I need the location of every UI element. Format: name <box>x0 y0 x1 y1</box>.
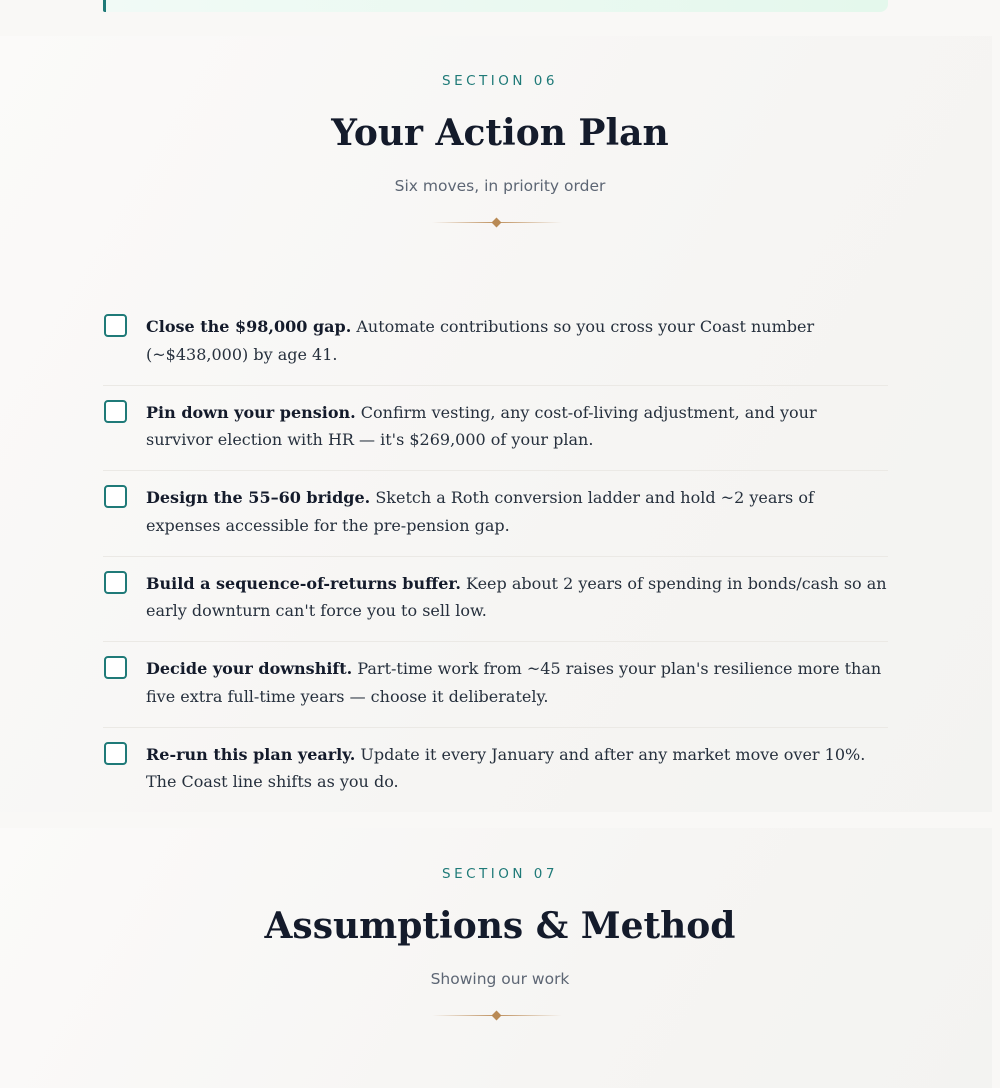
checklist-item-lead: Design the 55–60 bridge. <box>146 488 371 507</box>
checklist-item-body: Sketch a Roth conversion ladder and hold ~2 years of expenses accessible for the pre-pension gap. <box>146 488 814 535</box>
checklist-item-lead: Re-run this plan yearly. <box>146 744 356 764</box>
checkbox[interactable] <box>104 571 127 594</box>
checklist-item-body: Keep about 2 years of spending in bonds/cash so an early downturn can't force you to sell low. <box>146 573 887 620</box>
ornament-divider <box>432 218 562 228</box>
checklist-item <box>103 300 888 386</box>
section-title: Assumptions & Method <box>264 905 736 947</box>
checklist-item-text <box>146 313 888 368</box>
section-subtitle: Showing our work <box>430 970 570 988</box>
checklist-item <box>103 728 888 814</box>
checklist-item-lead: Close the $98,000 gap. <box>146 317 352 336</box>
diamond-icon <box>492 1011 502 1021</box>
checklist-item-text <box>146 655 888 710</box>
checklist-item-lead: Pin down your pension. <box>146 402 356 422</box>
checklist-item <box>103 557 888 643</box>
previous-section-callout <box>103 0 888 12</box>
checklist-item <box>103 471 888 557</box>
action-checklist <box>103 300 888 813</box>
checklist-item-text <box>146 484 888 539</box>
checklist-item-text <box>146 399 888 454</box>
ornament-divider <box>432 1011 562 1021</box>
checklist-item-body: Automate contributions so you cross your Coast number (~$438,000) by age 41. <box>146 317 815 364</box>
checklist-item-lead: Build a sequence-of-returns buffer. <box>146 573 461 593</box>
checkbox[interactable] <box>104 485 127 508</box>
section-eyebrow: SECTION 06 <box>442 73 558 89</box>
checkbox[interactable] <box>104 314 127 337</box>
checkbox[interactable] <box>104 742 127 765</box>
checklist-item-text <box>146 570 888 625</box>
section-subtitle: Six moves, in priority order <box>394 177 606 195</box>
checklist-item-lead: Decide your downshift. <box>146 659 353 678</box>
checklist-item <box>103 642 888 728</box>
checklist-item-body: Update it every January and after any market move over 10%. The Coast line shifts as you do. <box>146 744 866 791</box>
checklist-item-body: Part-time work from ~45 raises your plan's resilience more than five extra full-time years — choose it deliberately. <box>146 659 882 706</box>
section-title: Your Action Plan <box>331 112 669 154</box>
checklist-item <box>103 386 888 472</box>
checklist-item-body: Confirm vesting, any cost-of-living adjustment, and your survivor election with HR — it's $269,000 of your plan. <box>146 402 817 449</box>
section-eyebrow: SECTION 07 <box>442 866 558 882</box>
checkbox[interactable] <box>104 656 127 679</box>
checkbox[interactable] <box>104 400 127 423</box>
checklist-item-text <box>146 741 888 796</box>
diamond-icon <box>492 218 502 228</box>
